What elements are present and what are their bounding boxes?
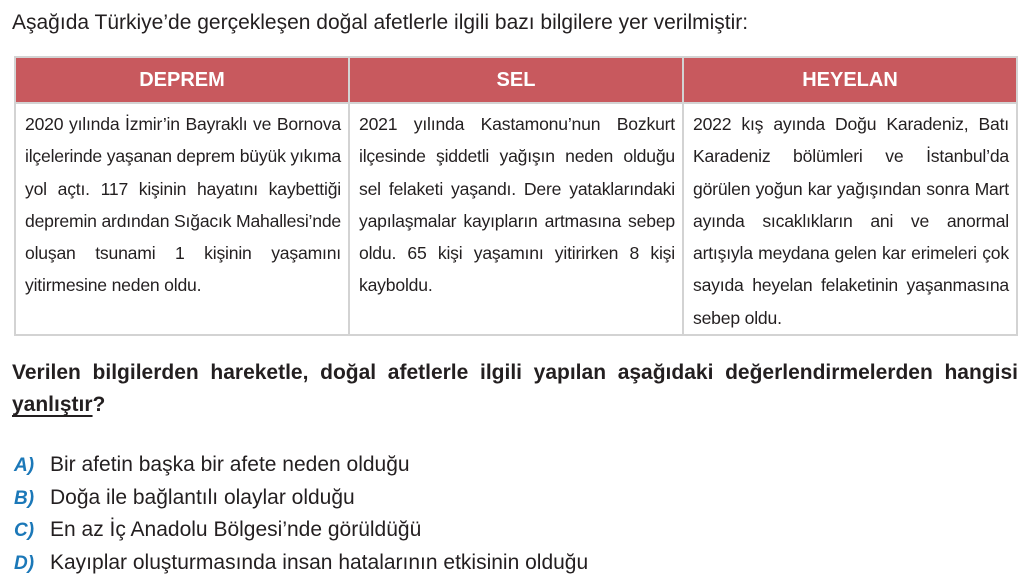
question-text-before: Verilen bilgilerden hareketle, doğal afetlerle ilgili yapılan aşağıdaki değerlendirmelerden hangisi <box>12 361 1018 384</box>
option-a[interactable] <box>14 453 588 486</box>
question-text-after: ? <box>92 393 106 416</box>
answer-options <box>14 453 588 583</box>
option-text: Bir afetin başka bir afete neden olduğu <box>50 453 410 476</box>
header-sel: SEL <box>349 57 683 103</box>
option-text: Doğa ile bağlantılı olaylar olduğu <box>50 485 355 509</box>
header-heyelan: HEYELAN <box>683 57 1017 103</box>
question-text <box>12 357 1018 421</box>
question-underlined-word: yanlıştır <box>12 393 93 416</box>
option-letter: A) <box>14 455 35 476</box>
option-c[interactable] <box>14 518 588 551</box>
option-text: En az İç Anadolu Bölgesi’nde görüldüğü <box>50 518 422 541</box>
intro-text: Aşağıda Türkiye’de gerçekleşen doğal afetlerle ilgili bazı bilgilere yer verilmiştir: <box>12 11 749 34</box>
option-letter: D) <box>14 552 35 574</box>
cell-deprem: 2020 yılında İzmir’in Bayraklı ve Bornova ilçelerinde yaşanan deprem büyük yıkıma yol açtı. 117 kişinin hayatını kaybettiği depremin ardından Sığacık Mahallesi’nde oluşan tsunami 1 kişinin yaşamını yitirmesine neden oldu. <box>15 103 349 335</box>
option-d[interactable] <box>14 551 588 584</box>
table-row <box>15 103 1017 335</box>
option-letter: C) <box>14 520 35 541</box>
disaster-info-table <box>14 56 1018 336</box>
header-deprem: DEPREM <box>15 57 349 103</box>
option-letter: B) <box>14 487 35 509</box>
option-text: Kayıplar oluşturmasında insan hatalarının etkisinin olduğu <box>50 550 589 574</box>
option-b[interactable] <box>14 486 588 519</box>
cell-heyelan: 2022 kış ayında Doğu Karadeniz, Batı Karadeniz bölümleri ve İstanbul’da görülen yoğun kar yağışından sonra Mart ayında sıcaklıkların ani ve anormal artışıyla meydana gelen kar erimeleri çok sayıda heyelan felaketinin yaşanmasına sebep oldu. <box>683 103 1017 335</box>
table-header-row <box>15 57 1017 103</box>
cell-sel: 2021 yılında Kastamonu’nun Bozkurt ilçesinde şiddetli yağışın neden olduğu sel felaketi yaşandı. Dere yataklarındaki yapılaşmalar kayıpların artmasına sebep oldu. 65 kişi yaşamını yitirirken 8 kişi kayboldu. <box>349 103 683 335</box>
